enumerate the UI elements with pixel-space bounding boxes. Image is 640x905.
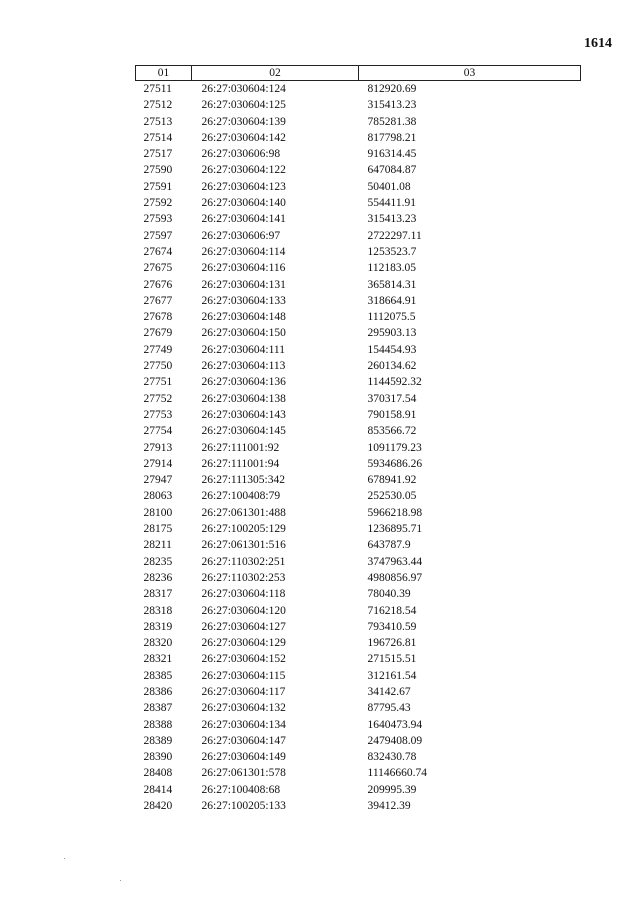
page-number: 1614 bbox=[584, 36, 612, 51]
cell-cadastral-number: 26:27:030604:111 bbox=[201, 343, 285, 356]
cell-id: 27591 bbox=[143, 180, 173, 193]
cell-cadastral-number: 26:27:030604:138 bbox=[201, 392, 286, 405]
cell-id: 28175 bbox=[143, 523, 173, 536]
table-row bbox=[136, 717, 581, 733]
table-row bbox=[136, 440, 581, 456]
cell-cadastral-number: 26:27:030604:117 bbox=[201, 685, 286, 698]
cell-cadastral-number: 26:27:030606:97 bbox=[201, 229, 281, 242]
cell-id: 28063 bbox=[143, 490, 173, 503]
table-row bbox=[136, 293, 581, 309]
table-row bbox=[136, 244, 581, 260]
cell-cadastral-number: 26:27:030604:141 bbox=[201, 213, 286, 226]
cell-id: 28386 bbox=[143, 685, 173, 698]
cell-value: 1112075.5 bbox=[367, 311, 416, 324]
cell-id: 28420 bbox=[143, 800, 173, 813]
cell-id: 28318 bbox=[143, 604, 173, 617]
scan-speck bbox=[120, 880, 121, 881]
cell-value: 112183.05 bbox=[367, 262, 416, 275]
cell-value: 196726.81 bbox=[367, 637, 417, 650]
cell-id: 28390 bbox=[143, 751, 173, 764]
column-header-03: 03 bbox=[359, 66, 581, 81]
cell-value: 916314.45 bbox=[367, 148, 417, 161]
cell-cadastral-number: 26:27:110302:251 bbox=[201, 555, 286, 568]
cell-value: 209995.39 bbox=[367, 783, 417, 796]
table-row bbox=[136, 342, 581, 358]
cell-cadastral-number: 26:27:030604:132 bbox=[201, 702, 286, 715]
table-row bbox=[136, 782, 581, 798]
table-row bbox=[136, 554, 581, 570]
table-row bbox=[136, 619, 581, 635]
cell-cadastral-number: 26:27:030604:140 bbox=[201, 197, 286, 210]
cell-id: 28388 bbox=[143, 718, 173, 731]
cell-value: 11146660.74 bbox=[367, 767, 428, 780]
cell-value: 5934686.26 bbox=[367, 457, 423, 470]
cell-id: 27514 bbox=[143, 131, 173, 144]
cell-id: 28211 bbox=[143, 539, 172, 552]
cell-cadastral-number: 26:27:061301:516 bbox=[201, 539, 286, 552]
cell-value: 832430.78 bbox=[367, 751, 417, 764]
cell-id: 27752 bbox=[143, 392, 173, 405]
table-row bbox=[136, 749, 581, 765]
table-row bbox=[136, 374, 581, 390]
cell-id: 28236 bbox=[143, 571, 173, 584]
table-row bbox=[136, 537, 581, 553]
table-row bbox=[136, 277, 581, 293]
cell-cadastral-number: 26:27:030604:148 bbox=[201, 311, 286, 324]
cell-value: 260134.62 bbox=[367, 360, 417, 373]
cell-cadastral-number: 26:27:030604:120 bbox=[201, 604, 286, 617]
cell-value: 1640473.94 bbox=[367, 718, 423, 731]
cell-cadastral-number: 26:27:030604:131 bbox=[201, 278, 286, 291]
cell-value: 154454.93 bbox=[367, 343, 417, 356]
table-row bbox=[136, 211, 581, 227]
cell-value: 50401.08 bbox=[367, 180, 411, 193]
cell-id: 28408 bbox=[143, 767, 173, 780]
cell-id: 27675 bbox=[143, 262, 173, 275]
table-row bbox=[136, 97, 581, 113]
cell-value: 315413.23 bbox=[367, 213, 417, 226]
table-row bbox=[136, 603, 581, 619]
cell-value: 39412.39 bbox=[367, 800, 411, 813]
cell-cadastral-number: 26:27:030604:129 bbox=[201, 637, 286, 650]
cell-value: 87795.43 bbox=[367, 702, 411, 715]
cell-value: 817798.21 bbox=[367, 131, 417, 144]
cell-value: 812920.69 bbox=[367, 83, 417, 95]
scan-speck bbox=[64, 858, 65, 859]
cell-id: 28320 bbox=[143, 637, 173, 650]
table-row bbox=[136, 146, 581, 162]
table-row bbox=[136, 570, 581, 586]
cell-value: 790158.91 bbox=[367, 408, 417, 421]
cell-cadastral-number: 26:27:030604:149 bbox=[201, 751, 286, 764]
cell-cadastral-number: 26:27:061301:488 bbox=[201, 506, 286, 519]
cell-cadastral-number: 26:27:100205:129 bbox=[201, 523, 286, 536]
cell-id: 27513 bbox=[143, 115, 173, 128]
cell-cadastral-number: 26:27:030604:116 bbox=[201, 262, 286, 275]
cell-cadastral-number: 26:27:030604:133 bbox=[201, 294, 286, 307]
cell-id: 28321 bbox=[143, 653, 173, 666]
table-row bbox=[136, 130, 581, 146]
table-row bbox=[136, 325, 581, 341]
table-row bbox=[136, 358, 581, 374]
cell-cadastral-number: 26:27:111001:94 bbox=[201, 457, 280, 470]
table-row bbox=[136, 472, 581, 488]
cell-id: 28235 bbox=[143, 555, 173, 568]
cell-cadastral-number: 26:27:030604:118 bbox=[201, 588, 286, 601]
data-table bbox=[135, 65, 581, 814]
table-row bbox=[136, 521, 581, 537]
cell-id: 27913 bbox=[143, 441, 173, 454]
cell-value: 1144592.32 bbox=[367, 376, 422, 389]
cell-id: 27590 bbox=[143, 164, 173, 177]
cell-value: 1236895.71 bbox=[367, 523, 423, 536]
cell-cadastral-number: 26:27:030604:125 bbox=[201, 99, 286, 112]
table-row bbox=[136, 586, 581, 602]
table-row bbox=[136, 488, 581, 504]
cell-value: 3747963.44 bbox=[367, 555, 423, 568]
cell-value: 554411.91 bbox=[367, 197, 416, 210]
cell-id: 27674 bbox=[143, 245, 173, 258]
table-row bbox=[136, 195, 581, 211]
cell-value: 370317.54 bbox=[367, 392, 417, 405]
cell-cadastral-number: 26:27:110302:253 bbox=[201, 571, 286, 584]
cell-id: 27676 bbox=[143, 278, 173, 291]
cell-id: 27679 bbox=[143, 327, 173, 340]
table-row bbox=[136, 260, 581, 276]
cell-id: 28389 bbox=[143, 734, 173, 747]
cell-id: 27947 bbox=[143, 474, 173, 487]
cell-value: 365814.31 bbox=[367, 278, 417, 291]
table-header-row bbox=[136, 66, 581, 81]
table-row bbox=[136, 651, 581, 667]
table-row bbox=[136, 765, 581, 781]
cell-cadastral-number: 26:27:030604:134 bbox=[201, 718, 286, 731]
table-row bbox=[136, 407, 581, 423]
cell-value: 4980856.97 bbox=[367, 571, 423, 584]
column-header-01: 01 bbox=[136, 66, 192, 81]
cell-id: 27914 bbox=[143, 457, 173, 470]
table-row bbox=[136, 635, 581, 651]
cell-cadastral-number: 26:27:030604:150 bbox=[201, 327, 286, 340]
table-row bbox=[136, 81, 581, 98]
cell-id: 27751 bbox=[143, 376, 173, 389]
table-row bbox=[136, 309, 581, 325]
cell-value: 318664.91 bbox=[367, 294, 417, 307]
table-row bbox=[136, 179, 581, 195]
cell-id: 27593 bbox=[143, 213, 173, 226]
cell-cadastral-number: 26:27:030604:127 bbox=[201, 620, 286, 633]
cell-cadastral-number: 26:27:030604:152 bbox=[201, 653, 286, 666]
cell-value: 1253523.7 bbox=[367, 245, 417, 258]
table-row bbox=[136, 668, 581, 684]
cell-id: 27754 bbox=[143, 425, 173, 438]
cell-value: 5966218.98 bbox=[367, 506, 423, 519]
cell-cadastral-number: 26:27:030604:113 bbox=[201, 360, 286, 373]
cell-id: 28319 bbox=[143, 620, 173, 633]
table-row bbox=[136, 114, 581, 130]
cell-value: 643787.9 bbox=[367, 539, 411, 552]
cell-value: 295903.13 bbox=[367, 327, 417, 340]
table-row bbox=[136, 684, 581, 700]
cell-value: 716218.54 bbox=[367, 604, 417, 617]
cell-id: 27512 bbox=[143, 99, 173, 112]
cell-cadastral-number: 26:27:030604:143 bbox=[201, 408, 286, 421]
cell-id: 27677 bbox=[143, 294, 173, 307]
cell-value: 853566.72 bbox=[367, 425, 417, 438]
cell-id: 27517 bbox=[143, 148, 173, 161]
cell-cadastral-number: 26:27:111305:342 bbox=[201, 474, 285, 487]
cell-value: 793410.59 bbox=[367, 620, 417, 633]
cell-cadastral-number: 26:27:030604:136 bbox=[201, 376, 286, 389]
cell-cadastral-number: 26:27:030604:145 bbox=[201, 425, 286, 438]
cell-cadastral-number: 26:27:030606:98 bbox=[201, 148, 281, 161]
cell-cadastral-number: 26:27:030604:123 bbox=[201, 180, 286, 193]
cell-value: 252530.05 bbox=[367, 490, 417, 503]
cell-cadastral-number: 26:27:061301:578 bbox=[201, 767, 286, 780]
cell-value: 34142.67 bbox=[367, 685, 411, 698]
cell-id: 27749 bbox=[143, 343, 173, 356]
cell-value: 78040.39 bbox=[367, 588, 411, 601]
cell-cadastral-number: 26:27:030604:122 bbox=[201, 164, 286, 177]
cell-cadastral-number: 26:27:100205:133 bbox=[201, 800, 286, 813]
cell-value: 315413.23 bbox=[367, 99, 417, 112]
table-row bbox=[136, 423, 581, 439]
cell-cadastral-number: 26:27:030604:115 bbox=[201, 669, 286, 682]
cell-value: 647084.87 bbox=[367, 164, 417, 177]
cell-id: 27750 bbox=[143, 360, 173, 373]
cell-id: 28414 bbox=[143, 783, 173, 796]
table-row bbox=[136, 505, 581, 521]
cell-id: 27597 bbox=[143, 229, 173, 242]
table-row bbox=[136, 456, 581, 472]
cell-id: 27678 bbox=[143, 311, 173, 324]
cell-value: 2479408.09 bbox=[367, 734, 423, 747]
cell-cadastral-number: 26:27:111001:92 bbox=[201, 441, 280, 454]
table-row bbox=[136, 162, 581, 178]
table-row bbox=[136, 798, 581, 814]
cell-id: 28387 bbox=[143, 702, 173, 715]
table-row bbox=[136, 700, 581, 716]
table-body bbox=[136, 81, 581, 815]
cell-cadastral-number: 26:27:030604:124 bbox=[201, 83, 286, 95]
cell-id: 28385 bbox=[143, 669, 173, 682]
cell-value: 785281.38 bbox=[367, 115, 417, 128]
cell-cadastral-number: 26:27:030604:147 bbox=[201, 734, 286, 747]
cell-id: 27753 bbox=[143, 408, 173, 421]
cell-value: 312161.54 bbox=[367, 669, 417, 682]
cell-id: 28317 bbox=[143, 588, 173, 601]
cell-cadastral-number: 26:27:030604:114 bbox=[201, 245, 286, 258]
cell-value: 271515.51 bbox=[367, 653, 417, 666]
cell-id: 27511 bbox=[143, 83, 172, 95]
cell-id: 28100 bbox=[143, 506, 173, 519]
table-row bbox=[136, 391, 581, 407]
table-row bbox=[136, 228, 581, 244]
cell-cadastral-number: 26:27:100408:79 bbox=[201, 490, 281, 503]
column-header-02: 02 bbox=[192, 66, 359, 81]
cell-cadastral-number: 26:27:030604:142 bbox=[201, 131, 286, 144]
cell-cadastral-number: 26:27:100408:68 bbox=[201, 783, 281, 796]
cell-value: 1091179.23 bbox=[367, 441, 422, 454]
cell-value: 2722297.11 bbox=[367, 229, 422, 242]
cell-value: 678941.92 bbox=[367, 474, 417, 487]
cell-cadastral-number: 26:27:030604:139 bbox=[201, 115, 286, 128]
cell-id: 27592 bbox=[143, 197, 173, 210]
table-row bbox=[136, 733, 581, 749]
